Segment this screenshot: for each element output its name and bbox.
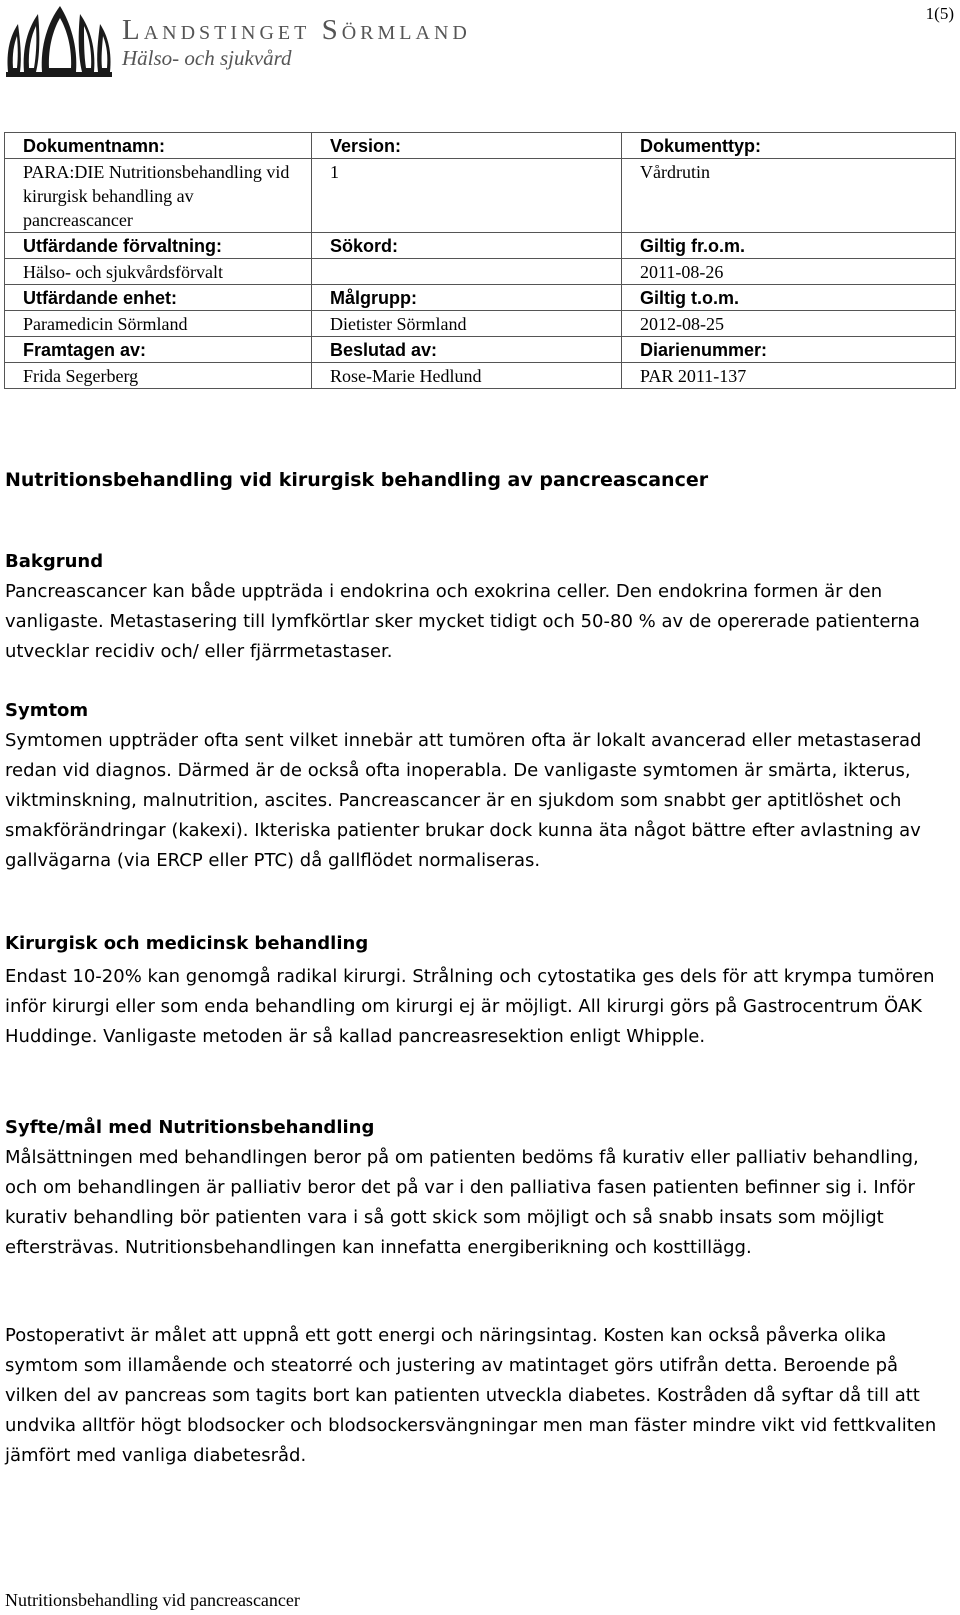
document-name-label: Dokumentnamn: — [5, 133, 312, 159]
produced-by-label: Framtagen av: — [5, 337, 312, 363]
document-name-value: PARA:DIE Nutritionsbehandling vid kirurgisk behandling av pancreascancer — [5, 159, 312, 233]
decided-by-value: Rose-Marie Hedlund — [312, 363, 622, 389]
section-paragraph: Målsättningen med behandlingen beror på om patienten bedöms få kurativ eller palliativ behandling, och om behandlingen är palliativ beror det på var i den palliativa fasen patienten befinner sig i. Inför kurativ behandling bör patienten vara i så gott skick som möjligt och så snabb insats som möjligt eftersträvas. Nutritionsbehandlingen kan innefatta energiberikning och kosttillägg. — [5, 1147, 919, 1258]
metadata-value-row — [5, 159, 956, 233]
section-paragraph: Symtomen uppträder ofta sent vilket innebär att tumören ofta är lokalt avancerad eller metastaserad redan vid diagnos. Därmed är de också ofta inoperabla. De vanligaste symtomen är smärta, ikterus, viktminskning, malnutrition, ascites. Pancreascancer är en sjukdom som snabbt ger aptitlöshet och smakförändringar (kakexi). Ikteriska patienter brukar dock kunna äta något bättre efter avlastning av gallvägarna (via ERCP eller PTC) då gallflödet normaliseras. — [5, 730, 922, 871]
produced-by-value: Frida Segerberg — [5, 363, 312, 389]
metadata-value-row — [5, 259, 956, 285]
decided-by-label: Beslutad av: — [312, 337, 622, 363]
page-footer: Nutritionsbehandling vid pancreascancer — [5, 1590, 300, 1610]
issuing-unit-value: Paramedicin Sörmland — [5, 311, 312, 337]
registry-number-value: PAR 2011-137 — [622, 363, 956, 389]
version-value: 1 — [312, 159, 622, 233]
valid-until-value: 2012-08-25 — [622, 311, 956, 337]
metadata-value-row — [5, 311, 956, 337]
metadata-value-row — [5, 363, 956, 389]
section-paragraph: Pancreascancer kan både uppträda i endokrina och exokrina celler. Den endokrina formen är den vanligaste. Metastasering till lymfkörtlar sker mycket tidigt och 50-80 % av de opererade patienterna utvecklar recidiv och/ eller fjärrmetastaser. — [5, 581, 920, 662]
issuing-administration-value: Hälso- och sjukvårdsförvalt — [5, 259, 312, 285]
section-goals — [5, 1113, 953, 1263]
section-symptoms — [5, 696, 953, 876]
document-type-value: Vårdrutin — [622, 159, 956, 233]
page-number: 1(5) — [925, 4, 954, 23]
section-background — [5, 547, 953, 667]
section-heading: Syfte/mål med Nutritionsbehandling — [5, 1117, 375, 1138]
section-heading: Symtom — [5, 700, 89, 721]
issuing-administration-label: Utfärdande förvaltning: — [5, 233, 312, 259]
organization-logo — [4, 2, 544, 78]
document-type-label: Dokumenttyp: — [622, 133, 956, 159]
valid-from-value: 2011-08-26 — [622, 259, 956, 285]
valid-from-label: Giltig fr.o.m. — [622, 233, 956, 259]
issuing-unit-label: Utfärdande enhet: — [5, 285, 312, 311]
target-group-label: Målgrupp: — [312, 285, 622, 311]
organization-subtitle: Hälso- och sjukvård — [122, 46, 292, 70]
section-paragraph: Endast 10-20% kan genomgå radikal kirurgi. Strålning och cytostatika ges dels för att krympa tumören inför kirurgi eller som enda behandling om kirurgi ej är möjligt. All kirurgi görs på Gastrocentrum ÖAK Huddinge. Vanligaste metoden är så kallad pancreasresektion enligt Whipple. — [5, 966, 935, 1047]
registry-number-label: Diarienummer: — [622, 337, 956, 363]
metadata-label-row — [5, 133, 956, 159]
organization-name: Landstinget Sörmland — [122, 14, 471, 46]
flower-crown-logo-icon — [4, 2, 116, 78]
metadata-label-row — [5, 285, 956, 311]
keyword-label: Sökord: — [312, 233, 622, 259]
metadata-label-row — [5, 233, 956, 259]
section-heading: Bakgrund — [5, 551, 104, 572]
target-group-value: Dietister Sörmland — [312, 311, 622, 337]
metadata-label-row — [5, 337, 956, 363]
section-treatment — [5, 929, 953, 1052]
section-heading: Kirurgisk och medicinsk behandling — [5, 933, 369, 954]
section-postoperative — [5, 1321, 953, 1471]
section-paragraph: Postoperativt är målet att uppnå ett gott energi och näringsintag. Kosten kan också påverka olika symtom som illamående och steatorré och justering av matintaget görs utifrån detta. Beroende på vilken del av pancreas som tagits bort kan patienten utveckla diabetes. Kostråden då syftar då till att undvika alltför högt blodsocker och blodsockersvängningar men man fäster mindre vikt vid fettkvaliten jämfört med vanliga diabetesråd. — [5, 1325, 937, 1466]
keyword-value — [312, 259, 622, 285]
document-metadata-table — [4, 132, 956, 389]
logo-text — [122, 16, 471, 69]
version-label: Version: — [312, 133, 622, 159]
document-title: Nutritionsbehandling vid kirurgisk behandling av pancreascancer — [5, 469, 709, 491]
valid-until-label: Giltig t.o.m. — [622, 285, 956, 311]
